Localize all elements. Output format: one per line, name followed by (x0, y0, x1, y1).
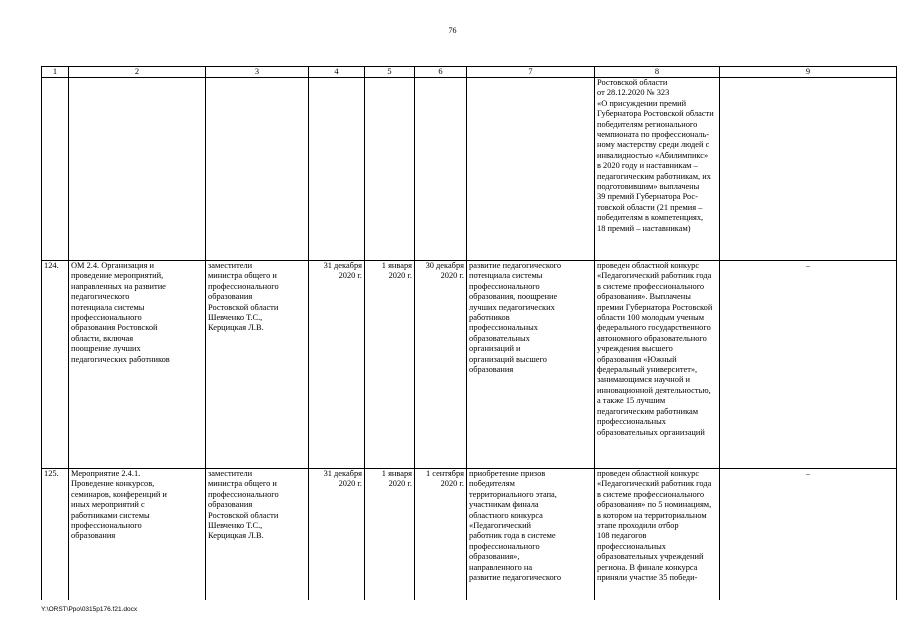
actual-result-cell: проведен областной конкурс «Педагогический работник года в системе профессионального образования». Выплачены премии Губернатора Ростовской области 100 молодым ученым федерального государственного автономного образовательного учреждения высшего образования «Южный федеральный университет», занимающимся научной и инновационной деятельностью, а также 15 лучшим педагогическим работникам профессиональных образовательных организаций (595, 261, 720, 469)
fact-date-cell (415, 78, 467, 261)
table-row (42, 261, 897, 469)
table-header-row (42, 67, 897, 78)
report-table (41, 66, 897, 600)
fact-date-cell: 30 декабря 2020 г. (415, 261, 467, 469)
row-number-cell (42, 78, 69, 261)
plan-start-date-cell (309, 78, 365, 261)
row-number-cell: 125. (42, 469, 69, 601)
table-row (42, 78, 897, 261)
column-header: 8 (595, 67, 720, 78)
plan-end-date-cell: 1 января 2020 г. (365, 469, 415, 601)
table-row (42, 469, 897, 601)
actual-result-cell: Ростовской области от 28.12.2020 № 323 «О присуждении премий Губернатора Ростовской области победителям регионального чемпионата по профессиональ- ному мастерству среди людей с инвалидностью «Абилимпикс» в 2020 году и наставникам – педагогическим работникам, их подготовившим» выплачены 39 премий Губернатора Рос- товской области (21 премия – победителям в компетенциях, 18 премий – наставникам) (595, 78, 720, 261)
column-header: 5 (365, 67, 415, 78)
note-cell: – (720, 261, 897, 469)
expected-result-cell: приобретение призов победителям территориального этапа, участникам финала областного конкурса «Педагогический работник года в системе профессионального образования», направленного на развитие педагогического (467, 469, 595, 601)
column-header: 1 (42, 67, 69, 78)
measure-cell: ОМ 2.4. Организация и проведение мероприятий, направленных на развитие педагогического потенциала системы профессионального образования Ростовской области, включая поощрение лучших педагогических работников (69, 261, 206, 469)
responsible-cell (206, 78, 309, 261)
expected-result-cell: развитие педагогического потенциала системы профессионального образования, поощрение лучших педагогических работников профессиональных образовательных организаций и организаций высшего образования (467, 261, 595, 469)
note-cell (720, 78, 897, 261)
plan-start-date-cell: 31 декабря 2020 г. (309, 261, 365, 469)
responsible-cell: заместители министра общего и профессионального образования Ростовской области Шевченко Т.С., Керцицкая Л.В. (206, 261, 309, 469)
plan-end-date-cell: 1 января 2020 г. (365, 261, 415, 469)
plan-end-date-cell (365, 78, 415, 261)
column-header: 2 (69, 67, 206, 78)
fact-date-cell: 1 сентября 2020 г. (415, 469, 467, 601)
measure-cell: Мероприятие 2.4.1. Проведение конкурсов, семинаров, конференций и иных мероприятий с работниками системы профессионального образования (69, 469, 206, 601)
responsible-cell: заместители министра общего и профессионального образования Ростовской области Шевченко Т.С., Керцицкая Л.В. (206, 469, 309, 601)
row-number-cell: 124. (42, 261, 69, 469)
measure-cell (69, 78, 206, 261)
column-header: 4 (309, 67, 365, 78)
note-cell: – (720, 469, 897, 601)
file-path-footer: Y:\ORST\Ppo\0315p176.f21.docx (41, 606, 138, 613)
column-header: 6 (415, 67, 467, 78)
column-header: 9 (720, 67, 897, 78)
plan-start-date-cell: 31 декабря 2020 г. (309, 469, 365, 601)
expected-result-cell (467, 78, 595, 261)
column-header: 3 (206, 67, 309, 78)
actual-result-cell: проведен областной конкурс «Педагогический работник года в системе профессионального образования» по 5 номинациям, в котором на территориальном этапе проходили отбор 108 педагогов профессиональных образовательных учреждений региона. В финале конкурса приняли участие 35 победи- (595, 469, 720, 601)
column-header: 7 (467, 67, 595, 78)
page-number: 76 (448, 26, 457, 35)
